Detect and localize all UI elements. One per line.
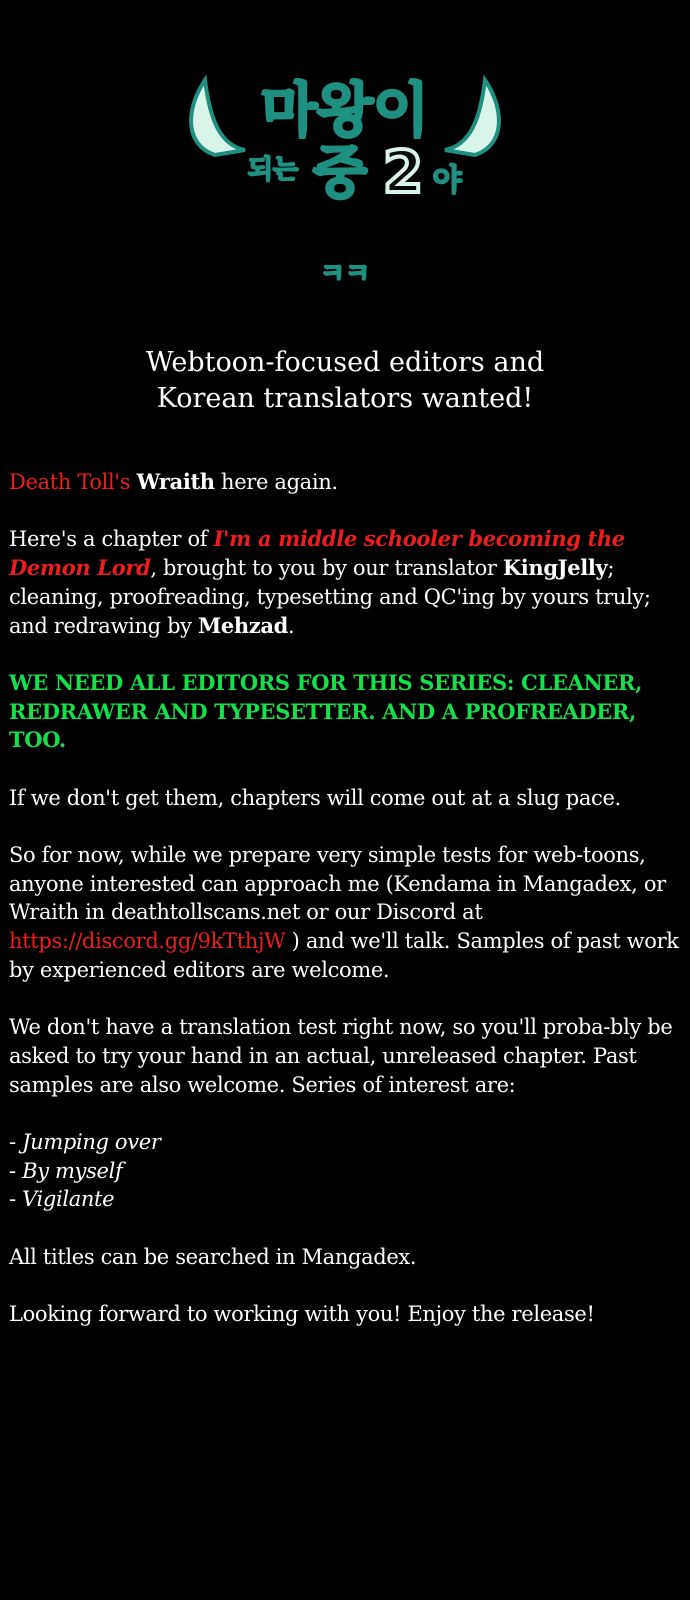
- contact-suffix: ) and we'll talk. Samples of past work by experienced editors are welcome.: [9, 929, 679, 982]
- contact-prefix: So for now, while we prepare very simple tests for web-toons, anyone interested can approach me (Kendama in Mangadex, or Wraith in deathtollscans.net or our Discord at: [9, 843, 666, 925]
- translator-name: KingJelly: [502, 555, 608, 581]
- intro-rest: here again.: [214, 470, 338, 494]
- headline-line-2: Korean translators wanted!: [156, 383, 534, 414]
- logo-line2-number: 2: [382, 138, 424, 206]
- sub-mark: [0, 256, 690, 290]
- list-item: - Jumping over: [9, 1130, 161, 1155]
- warning-paragraph: If we don't get them, chapters will come out at a slug pace.: [9, 785, 621, 810]
- logo-line1: 마왕이: [260, 76, 430, 144]
- left-horn-icon: [191, 80, 245, 155]
- series-logo: [0, 60, 690, 210]
- recruitment-headline: [0, 345, 690, 417]
- series-item-title: Vigilante: [22, 1187, 115, 1212]
- list-item: - By myself: [9, 1158, 123, 1183]
- logo-line2-small: 되는: [247, 155, 299, 185]
- translation-paragraph: We don't have a translation test right now, so you'll proba-bly be asked to try your hand in an actual, unreleased chapter. Past samples are also welcome. Series of interest are:: [9, 1015, 673, 1097]
- group-name: Death Toll's: [9, 470, 131, 494]
- credits-paragraph: [9, 525, 685, 640]
- logo-line2-big: 중: [312, 141, 368, 206]
- author-name: Wraith: [136, 469, 215, 494]
- credits-mid2: ; cleaning, proofreading, typesetting and QC'ing by yours truly; and redrawing by: [9, 556, 651, 638]
- contact-paragraph: [9, 841, 685, 985]
- credits-prefix: Here's a chapter of: [9, 527, 214, 552]
- series-item-title: Jumping over: [22, 1130, 161, 1155]
- list-item: - Vigilante: [9, 1187, 115, 1212]
- credits-end: .: [288, 613, 295, 638]
- credits-mid: , brought to you by our translator: [150, 556, 503, 581]
- recruit-notice: WE NEED ALL EDITORS FOR THIS SERIES: CLEANER, REDRAWER AND TYPESETTER. AND A PROFREADER, TOO.: [9, 669, 643, 753]
- intro-paragraph: [9, 468, 685, 497]
- sub-mark-graphic: [315, 256, 375, 290]
- series-list: [9, 1128, 685, 1214]
- series-item-title: By myself: [22, 1158, 123, 1183]
- discord-link[interactable]: https://discord.gg/9kTthjW: [9, 929, 286, 954]
- right-horn-icon: [445, 80, 499, 155]
- sub-mark-text: ㅋㅋ: [319, 259, 371, 289]
- closing-paragraph: Looking forward to working with you! Enjoy the release!: [9, 1302, 595, 1327]
- search-note: All titles can be searched in Mangadex.: [9, 1244, 417, 1269]
- redrawer-name: Mehzad: [198, 612, 288, 638]
- series-logo-graphic: [185, 60, 505, 210]
- release-notes: [9, 468, 685, 1358]
- series-title: I'm a middle schooler becoming the Demon Lord: [9, 526, 625, 581]
- headline-line-1: Webtoon-focused editors and: [145, 347, 545, 378]
- logo-line2-end: 야: [432, 163, 462, 198]
